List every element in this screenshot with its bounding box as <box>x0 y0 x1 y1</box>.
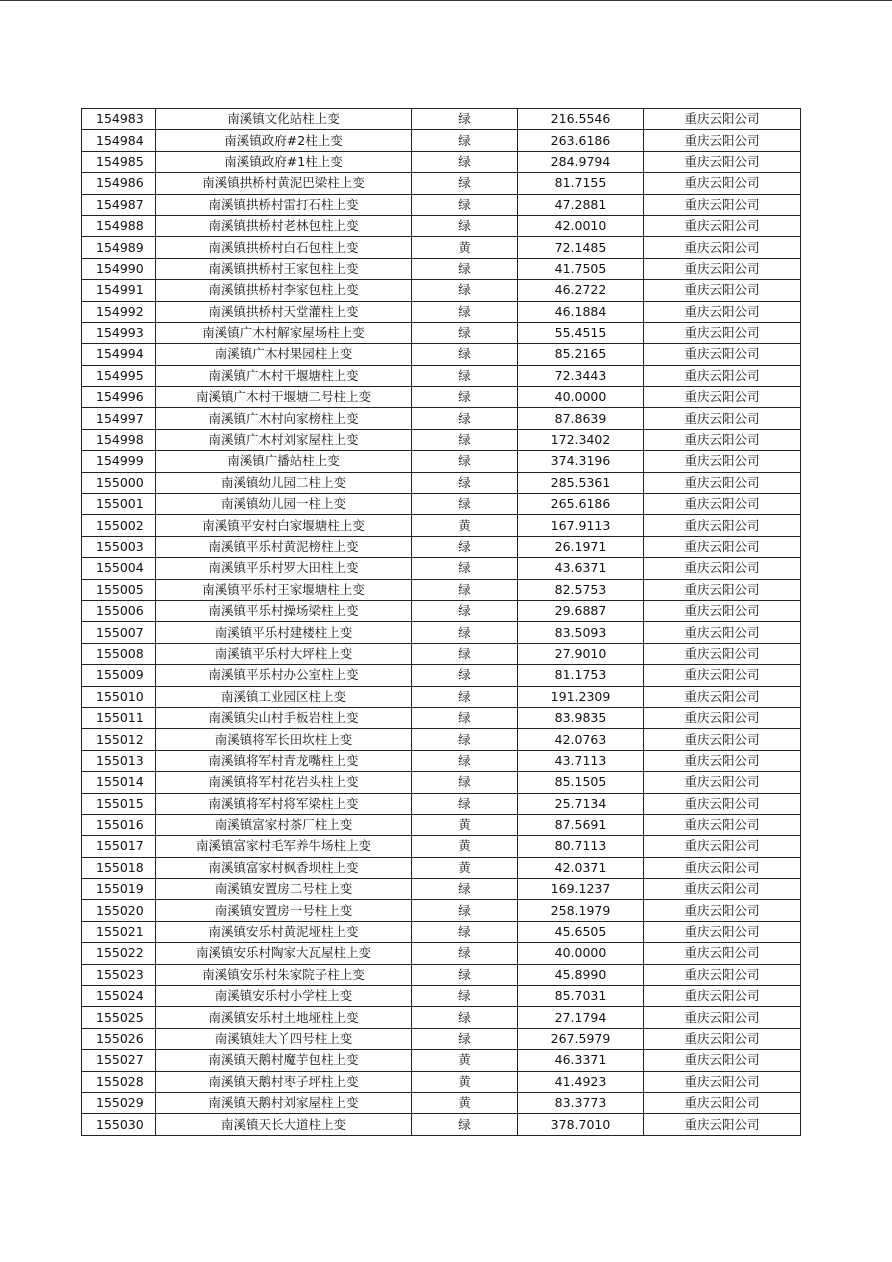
table-row <box>82 1114 801 1135</box>
company-name: 重庆云阳公司 <box>644 1092 801 1113</box>
capacity-value: 85.2165 <box>518 344 644 365</box>
table-row <box>82 494 801 515</box>
row-id: 155011 <box>82 707 156 728</box>
row-id: 155003 <box>82 536 156 557</box>
table-row <box>82 429 801 450</box>
company-name: 重庆云阳公司 <box>644 814 801 835</box>
row-id: 155013 <box>82 750 156 771</box>
row-id: 155018 <box>82 857 156 878</box>
transformer-name: 南溪镇广木村向家榜柱上变 <box>156 408 412 429</box>
capacity-value: 374.3196 <box>518 451 644 472</box>
row-id: 155023 <box>82 964 156 985</box>
table-row <box>82 408 801 429</box>
table-row <box>82 750 801 771</box>
transformer-name: 南溪镇将军村花岩头柱上变 <box>156 772 412 793</box>
status-color: 绿 <box>412 408 518 429</box>
company-name: 重庆云阳公司 <box>644 1050 801 1071</box>
company-name: 重庆云阳公司 <box>644 707 801 728</box>
status-color: 绿 <box>412 536 518 557</box>
transformer-name: 南溪镇拱桥村黄泥巴梁柱上变 <box>156 173 412 194</box>
company-name: 重庆云阳公司 <box>644 986 801 1007</box>
table-row <box>82 943 801 964</box>
company-name: 重庆云阳公司 <box>644 729 801 750</box>
status-color: 黄 <box>412 1050 518 1071</box>
transformer-name: 南溪镇平乐村建楼柱上变 <box>156 622 412 643</box>
company-name: 重庆云阳公司 <box>644 772 801 793</box>
row-id: 155017 <box>82 836 156 857</box>
capacity-value: 172.3402 <box>518 429 644 450</box>
transformer-name: 南溪镇平乐村大坪柱上变 <box>156 643 412 664</box>
row-id: 154989 <box>82 237 156 258</box>
row-id: 154999 <box>82 451 156 472</box>
status-color: 绿 <box>412 750 518 771</box>
transformer-name: 南溪镇广木村干堰塘二号柱上变 <box>156 387 412 408</box>
capacity-value: 47.2881 <box>518 194 644 215</box>
row-id: 154987 <box>82 194 156 215</box>
status-color: 绿 <box>412 151 518 172</box>
row-id: 154986 <box>82 173 156 194</box>
capacity-value: 216.5546 <box>518 109 644 130</box>
row-id: 154993 <box>82 322 156 343</box>
row-id: 155027 <box>82 1050 156 1071</box>
row-id: 154983 <box>82 109 156 130</box>
row-id: 155025 <box>82 1007 156 1028</box>
row-id: 154992 <box>82 301 156 322</box>
row-id: 155001 <box>82 494 156 515</box>
page-top-border <box>0 0 892 1</box>
status-color: 绿 <box>412 558 518 579</box>
status-color: 绿 <box>412 387 518 408</box>
company-name: 重庆云阳公司 <box>644 322 801 343</box>
capacity-value: 27.1794 <box>518 1007 644 1028</box>
row-id: 154997 <box>82 408 156 429</box>
company-name: 重庆云阳公司 <box>644 879 801 900</box>
table-row <box>82 365 801 386</box>
transformer-name: 南溪镇政府#2柱上变 <box>156 130 412 151</box>
transformer-name: 南溪镇拱桥村李家包柱上变 <box>156 280 412 301</box>
capacity-value: 80.7113 <box>518 836 644 857</box>
table-row <box>82 986 801 1007</box>
row-id: 155009 <box>82 665 156 686</box>
status-color: 绿 <box>412 729 518 750</box>
capacity-value: 25.7134 <box>518 793 644 814</box>
status-color: 黄 <box>412 836 518 857</box>
company-name: 重庆云阳公司 <box>644 964 801 985</box>
company-name: 重庆云阳公司 <box>644 1114 801 1135</box>
company-name: 重庆云阳公司 <box>644 536 801 557</box>
table-row <box>82 536 801 557</box>
company-name: 重庆云阳公司 <box>644 194 801 215</box>
transformer-name: 南溪镇安乐村小学柱上变 <box>156 986 412 1007</box>
table-row <box>82 301 801 322</box>
company-name: 重庆云阳公司 <box>644 494 801 515</box>
capacity-value: 267.5979 <box>518 1028 644 1049</box>
capacity-value: 83.5093 <box>518 622 644 643</box>
table-row <box>82 151 801 172</box>
row-id: 155022 <box>82 943 156 964</box>
row-id: 155015 <box>82 793 156 814</box>
capacity-value: 72.1485 <box>518 237 644 258</box>
company-name: 重庆云阳公司 <box>644 600 801 621</box>
table-row <box>82 600 801 621</box>
status-color: 绿 <box>412 215 518 236</box>
status-color: 绿 <box>412 986 518 1007</box>
table-row <box>82 1092 801 1113</box>
company-name: 重庆云阳公司 <box>644 1028 801 1049</box>
table-row <box>82 237 801 258</box>
transformer-name: 南溪镇安乐村土地垭柱上变 <box>156 1007 412 1028</box>
transformer-name: 南溪镇平乐村黄泥榜柱上变 <box>156 536 412 557</box>
status-color: 绿 <box>412 429 518 450</box>
transformer-name: 南溪镇广木村刘家屋柱上变 <box>156 429 412 450</box>
capacity-value: 42.0763 <box>518 729 644 750</box>
row-id: 155028 <box>82 1071 156 1092</box>
company-name: 重庆云阳公司 <box>644 237 801 258</box>
status-color: 绿 <box>412 707 518 728</box>
table-row <box>82 900 801 921</box>
capacity-value: 43.6371 <box>518 558 644 579</box>
table-row <box>82 344 801 365</box>
row-id: 155024 <box>82 986 156 1007</box>
transformer-name: 南溪镇广木村解家屋场柱上变 <box>156 322 412 343</box>
status-color: 绿 <box>412 943 518 964</box>
table-row <box>82 558 801 579</box>
company-name: 重庆云阳公司 <box>644 1071 801 1092</box>
capacity-value: 87.5691 <box>518 814 644 835</box>
capacity-value: 263.6186 <box>518 130 644 151</box>
capacity-value: 26.1971 <box>518 536 644 557</box>
row-id: 154990 <box>82 258 156 279</box>
transformer-name: 南溪镇拱桥村白石包柱上变 <box>156 237 412 258</box>
transformer-name: 南溪镇富家村茶厂柱上变 <box>156 814 412 835</box>
capacity-value: 42.0371 <box>518 857 644 878</box>
table-row <box>82 387 801 408</box>
transformer-name: 南溪镇广木村果园柱上变 <box>156 344 412 365</box>
row-id: 154985 <box>82 151 156 172</box>
company-name: 重庆云阳公司 <box>644 750 801 771</box>
company-name: 重庆云阳公司 <box>644 643 801 664</box>
table-row <box>82 729 801 750</box>
status-color: 绿 <box>412 622 518 643</box>
company-name: 重庆云阳公司 <box>644 900 801 921</box>
company-name: 重庆云阳公司 <box>644 622 801 643</box>
table-row <box>82 451 801 472</box>
transformer-name: 南溪镇平乐村罗大田柱上变 <box>156 558 412 579</box>
status-color: 绿 <box>412 964 518 985</box>
transformer-name: 南溪镇幼儿园一柱上变 <box>156 494 412 515</box>
capacity-value: 45.6505 <box>518 921 644 942</box>
capacity-value: 46.2722 <box>518 280 644 301</box>
capacity-value: 46.1884 <box>518 301 644 322</box>
status-color: 绿 <box>412 643 518 664</box>
transformer-name: 南溪镇天长大道柱上变 <box>156 1114 412 1135</box>
table-row <box>82 665 801 686</box>
row-id: 154995 <box>82 365 156 386</box>
capacity-value: 46.3371 <box>518 1050 644 1071</box>
capacity-value: 81.7155 <box>518 173 644 194</box>
table-row <box>82 258 801 279</box>
row-id: 155012 <box>82 729 156 750</box>
status-color: 黄 <box>412 1092 518 1113</box>
status-color: 绿 <box>412 900 518 921</box>
capacity-value: 87.8639 <box>518 408 644 429</box>
transformer-name: 南溪镇幼儿园二柱上变 <box>156 472 412 493</box>
row-id: 154991 <box>82 280 156 301</box>
capacity-value: 85.1505 <box>518 772 644 793</box>
row-id: 155010 <box>82 686 156 707</box>
status-color: 绿 <box>412 686 518 707</box>
transformer-name: 南溪镇工业园区柱上变 <box>156 686 412 707</box>
row-id: 155006 <box>82 600 156 621</box>
company-name: 重庆云阳公司 <box>644 836 801 857</box>
capacity-value: 85.7031 <box>518 986 644 1007</box>
row-id: 154996 <box>82 387 156 408</box>
capacity-value: 29.6887 <box>518 600 644 621</box>
table-row <box>82 1007 801 1028</box>
status-color: 黄 <box>412 857 518 878</box>
capacity-value: 83.3773 <box>518 1092 644 1113</box>
capacity-value: 258.1979 <box>518 900 644 921</box>
table-row <box>82 772 801 793</box>
row-id: 154984 <box>82 130 156 151</box>
transformer-name: 南溪镇将军村将军梁柱上变 <box>156 793 412 814</box>
table-row <box>82 622 801 643</box>
capacity-value: 81.1753 <box>518 665 644 686</box>
company-name: 重庆云阳公司 <box>644 1007 801 1028</box>
transformer-name: 南溪镇政府#1柱上变 <box>156 151 412 172</box>
transformer-name: 南溪镇广木村干堰塘柱上变 <box>156 365 412 386</box>
company-name: 重庆云阳公司 <box>644 130 801 151</box>
status-color: 绿 <box>412 322 518 343</box>
status-color: 黄 <box>412 515 518 536</box>
transformer-name: 南溪镇天鹅村刘家屋柱上变 <box>156 1092 412 1113</box>
status-color: 绿 <box>412 109 518 130</box>
capacity-value: 55.4515 <box>518 322 644 343</box>
transformer-name: 南溪镇尖山村手板岩柱上变 <box>156 707 412 728</box>
status-color: 绿 <box>412 472 518 493</box>
row-id: 154994 <box>82 344 156 365</box>
table-row <box>82 643 801 664</box>
table-row <box>82 686 801 707</box>
capacity-value: 83.9835 <box>518 707 644 728</box>
status-color: 绿 <box>412 579 518 600</box>
status-color: 绿 <box>412 921 518 942</box>
status-color: 黄 <box>412 814 518 835</box>
table-row <box>82 1071 801 1092</box>
status-color: 绿 <box>412 173 518 194</box>
table-row <box>82 921 801 942</box>
status-color: 绿 <box>412 194 518 215</box>
capacity-value: 42.0010 <box>518 215 644 236</box>
transformer-name: 南溪镇天鹅村枣子坪柱上变 <box>156 1071 412 1092</box>
table-row <box>82 1050 801 1071</box>
table-row <box>82 280 801 301</box>
company-name: 重庆云阳公司 <box>644 472 801 493</box>
capacity-value: 45.8990 <box>518 964 644 985</box>
capacity-value: 378.7010 <box>518 1114 644 1135</box>
transformer-name: 南溪镇文化站柱上变 <box>156 109 412 130</box>
status-color: 绿 <box>412 1114 518 1135</box>
table-row <box>82 1028 801 1049</box>
company-name: 重庆云阳公司 <box>644 258 801 279</box>
row-id: 155000 <box>82 472 156 493</box>
company-name: 重庆云阳公司 <box>644 280 801 301</box>
status-color: 黄 <box>412 237 518 258</box>
status-color: 绿 <box>412 301 518 322</box>
table-row <box>82 964 801 985</box>
transformer-name: 南溪镇平乐村王家堰塘柱上变 <box>156 579 412 600</box>
row-id: 155019 <box>82 879 156 900</box>
company-name: 重庆云阳公司 <box>644 665 801 686</box>
status-color: 绿 <box>412 1007 518 1028</box>
row-id: 155008 <box>82 643 156 664</box>
table-row <box>82 793 801 814</box>
transformer-table <box>81 108 801 1136</box>
status-color: 绿 <box>412 451 518 472</box>
capacity-value: 40.0000 <box>518 943 644 964</box>
transformer-name: 南溪镇富家村枫香坝柱上变 <box>156 857 412 878</box>
transformer-name: 南溪镇将军村青龙嘴柱上变 <box>156 750 412 771</box>
table-row <box>82 215 801 236</box>
status-color: 绿 <box>412 879 518 900</box>
capacity-value: 27.9010 <box>518 643 644 664</box>
row-id: 155004 <box>82 558 156 579</box>
transformer-name: 南溪镇安乐村黄泥垭柱上变 <box>156 921 412 942</box>
company-name: 重庆云阳公司 <box>644 515 801 536</box>
company-name: 重庆云阳公司 <box>644 109 801 130</box>
status-color: 绿 <box>412 258 518 279</box>
company-name: 重庆云阳公司 <box>644 429 801 450</box>
capacity-value: 41.4923 <box>518 1071 644 1092</box>
table-row <box>82 322 801 343</box>
transformer-name: 南溪镇拱桥村老林包柱上变 <box>156 215 412 236</box>
company-name: 重庆云阳公司 <box>644 365 801 386</box>
company-name: 重庆云阳公司 <box>644 579 801 600</box>
row-id: 155016 <box>82 814 156 835</box>
transformer-name: 南溪镇拱桥村天堂灌柱上变 <box>156 301 412 322</box>
capacity-value: 72.3443 <box>518 365 644 386</box>
company-name: 重庆云阳公司 <box>644 558 801 579</box>
row-id: 155021 <box>82 921 156 942</box>
transformer-name: 南溪镇平乐村办公室柱上变 <box>156 665 412 686</box>
row-id: 154988 <box>82 215 156 236</box>
status-color: 绿 <box>412 600 518 621</box>
table-row <box>82 194 801 215</box>
table-row <box>82 579 801 600</box>
transformer-name: 南溪镇安乐村朱家院子柱上变 <box>156 964 412 985</box>
status-color: 黄 <box>412 1071 518 1092</box>
company-name: 重庆云阳公司 <box>644 151 801 172</box>
company-name: 重庆云阳公司 <box>644 387 801 408</box>
row-id: 155005 <box>82 579 156 600</box>
table-row <box>82 814 801 835</box>
transformer-name: 南溪镇拱桥村雷打石柱上变 <box>156 194 412 215</box>
status-color: 绿 <box>412 365 518 386</box>
capacity-value: 167.9113 <box>518 515 644 536</box>
transformer-name: 南溪镇安乐村陶家大瓦屋柱上变 <box>156 943 412 964</box>
row-id: 154998 <box>82 429 156 450</box>
row-id: 155026 <box>82 1028 156 1049</box>
table-row <box>82 707 801 728</box>
table-row <box>82 472 801 493</box>
transformer-name: 南溪镇天鹅村魔芋包柱上变 <box>156 1050 412 1071</box>
transformer-name: 南溪镇安置房一号柱上变 <box>156 900 412 921</box>
row-id: 155014 <box>82 772 156 793</box>
company-name: 重庆云阳公司 <box>644 215 801 236</box>
company-name: 重庆云阳公司 <box>644 793 801 814</box>
status-color: 绿 <box>412 130 518 151</box>
transformer-name: 南溪镇安置房二号柱上变 <box>156 879 412 900</box>
company-name: 重庆云阳公司 <box>644 921 801 942</box>
company-name: 重庆云阳公司 <box>644 943 801 964</box>
company-name: 重庆云阳公司 <box>644 857 801 878</box>
status-color: 绿 <box>412 494 518 515</box>
table-row <box>82 130 801 151</box>
table-row <box>82 857 801 878</box>
company-name: 重庆云阳公司 <box>644 686 801 707</box>
capacity-value: 191.2309 <box>518 686 644 707</box>
table-body <box>82 109 801 1136</box>
status-color: 绿 <box>412 1028 518 1049</box>
table-row <box>82 173 801 194</box>
status-color: 绿 <box>412 772 518 793</box>
row-id: 155002 <box>82 515 156 536</box>
capacity-value: 43.7113 <box>518 750 644 771</box>
status-color: 绿 <box>412 280 518 301</box>
transformer-name: 南溪镇富家村毛军养牛场柱上变 <box>156 836 412 857</box>
company-name: 重庆云阳公司 <box>644 301 801 322</box>
table-row <box>82 879 801 900</box>
transformer-name: 南溪镇平安村白家堰塘柱上变 <box>156 515 412 536</box>
row-id: 155030 <box>82 1114 156 1135</box>
table-row <box>82 109 801 130</box>
row-id: 155007 <box>82 622 156 643</box>
row-id: 155020 <box>82 900 156 921</box>
transformer-name: 南溪镇娃大丫四号柱上变 <box>156 1028 412 1049</box>
company-name: 重庆云阳公司 <box>644 451 801 472</box>
transformer-name: 南溪镇拱桥村王家包柱上变 <box>156 258 412 279</box>
status-color: 绿 <box>412 344 518 365</box>
table-row <box>82 515 801 536</box>
capacity-value: 285.5361 <box>518 472 644 493</box>
capacity-value: 40.0000 <box>518 387 644 408</box>
transformer-name: 南溪镇将军长田坎柱上变 <box>156 729 412 750</box>
table-row <box>82 836 801 857</box>
capacity-value: 169.1237 <box>518 879 644 900</box>
status-color: 绿 <box>412 665 518 686</box>
company-name: 重庆云阳公司 <box>644 173 801 194</box>
capacity-value: 284.9794 <box>518 151 644 172</box>
capacity-value: 41.7505 <box>518 258 644 279</box>
row-id: 155029 <box>82 1092 156 1113</box>
status-color: 绿 <box>412 793 518 814</box>
capacity-value: 265.6186 <box>518 494 644 515</box>
transformer-name: 南溪镇平乐村操场梁柱上变 <box>156 600 412 621</box>
company-name: 重庆云阳公司 <box>644 408 801 429</box>
capacity-value: 82.5753 <box>518 579 644 600</box>
company-name: 重庆云阳公司 <box>644 344 801 365</box>
transformer-name: 南溪镇广播站柱上变 <box>156 451 412 472</box>
